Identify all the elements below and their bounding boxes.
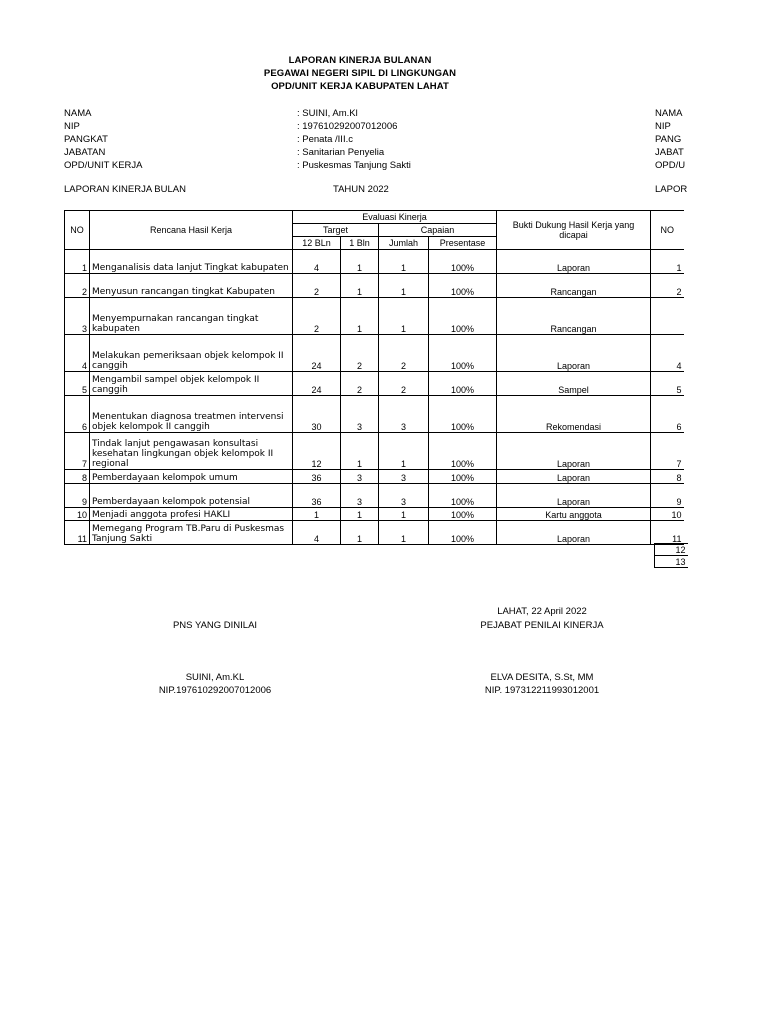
table-row — [65, 396, 684, 433]
row-task: Pemberdayaan kelompok umum — [90, 470, 293, 484]
row-bukti: Laporan — [497, 484, 651, 508]
row-jumlah: 2 — [379, 335, 429, 372]
row-jumlah: 1 — [379, 298, 429, 335]
clip-label: NIP — [655, 121, 671, 132]
row-jumlah: 3 — [379, 396, 429, 433]
value-pangkat: : Penata /III.c — [297, 134, 353, 145]
row-presentase: 100% — [429, 508, 497, 521]
row-target-12: 36 — [293, 470, 341, 484]
right-clip-labels — [655, 106, 688, 176]
clip-period-label: LAPOR — [655, 184, 688, 195]
row-jumlah: 2 — [379, 372, 429, 396]
row-no: 9 — [65, 484, 90, 508]
row-task: Menyusun rancangan tingkat Kabupaten — [90, 274, 293, 298]
row-target-1: 1 — [341, 250, 379, 274]
header-target: Target — [293, 224, 379, 237]
clip-label: JABAT — [655, 147, 684, 158]
table-row — [65, 484, 684, 508]
row-target-12: 24 — [293, 372, 341, 396]
label-jabatan: JABATAN — [64, 147, 106, 158]
row-no: 10 — [65, 508, 90, 521]
row-target-12: 1 — [293, 508, 341, 521]
table-row — [65, 298, 684, 335]
table-row — [65, 508, 684, 521]
row-bukti: Laporan — [497, 433, 651, 470]
value-jabatan: : Sanitarian Penyelia — [297, 147, 385, 158]
table-row — [65, 274, 684, 298]
row-no-right: 7 — [651, 433, 684, 470]
header-rencana: Rencana Hasil Kerja — [90, 211, 293, 250]
row-target-1: 1 — [341, 274, 379, 298]
row-target-1: 3 — [341, 396, 379, 433]
header-capaian: Capaian — [379, 224, 497, 237]
label-nama: NAMA — [64, 108, 92, 119]
row-no-right: 4 — [651, 335, 684, 372]
row-bukti: Rancangan — [497, 274, 651, 298]
row-bukti: Sampel — [497, 372, 651, 396]
label-nip: NIP — [64, 121, 80, 132]
row-target-1: 1 — [341, 508, 379, 521]
signer-right-name: ELVA DESITA, S.St, MM — [490, 672, 594, 683]
row-jumlah: 3 — [379, 470, 429, 484]
extra-no-cell: 12 — [655, 544, 688, 556]
row-no: 6 — [65, 396, 90, 433]
label-opd: OPD/UNIT KERJA — [64, 160, 143, 171]
row-target-12: 30 — [293, 396, 341, 433]
row-no-right: 1 — [651, 250, 684, 274]
row-bukti: Rancangan — [497, 298, 651, 335]
header-evaluasi: Evaluasi Kinerja — [293, 211, 497, 224]
row-no-right: 9 — [651, 484, 684, 508]
header-bukti: Bukti Dukung Hasil Kerja yang dicapai — [497, 211, 651, 250]
row-target-1: 2 — [341, 335, 379, 372]
header-no: NO — [65, 211, 90, 250]
report-title: LAPORAN KINERJA BULANAN — [288, 55, 432, 66]
row-task: Tindak lanjut pengawasan konsultasi kesehatan lingkungan objek kelompok II regional — [90, 433, 293, 470]
row-target-1: 2 — [341, 372, 379, 396]
row-target-12: 12 — [293, 433, 341, 470]
clip-label: NAMA — [655, 108, 683, 119]
extra-no-cell: 13 — [655, 556, 688, 568]
row-presentase: 100% — [429, 470, 497, 484]
row-bukti: Laporan — [497, 250, 651, 274]
row-jumlah: 1 — [379, 521, 429, 545]
report-unit: OPD/UNIT KERJA KABUPATEN LAHAT — [271, 81, 449, 92]
row-target-1: 3 — [341, 484, 379, 508]
table-row — [65, 521, 684, 545]
signer-left-title: PNS YANG DINILAI — [172, 620, 258, 631]
row-no: 3 — [65, 298, 90, 335]
row-jumlah: 3 — [379, 484, 429, 508]
table-row — [65, 433, 684, 470]
row-no-right: 8 — [651, 470, 684, 484]
value-opd: : Puskesmas Tanjung Sakti — [297, 160, 411, 171]
signer-right-title: PEJABAT PENILAI KINERJA — [480, 620, 604, 631]
row-jumlah: 1 — [379, 433, 429, 470]
row-task: Menentukan diagnosa treatmen intervensi objek kelompok II canggih — [90, 396, 293, 433]
period-label: LAPORAN KINERJA BULAN — [64, 184, 186, 195]
row-target-1: 1 — [341, 298, 379, 335]
value-nip: : 197610292007012006 — [297, 121, 398, 132]
right-clip-period — [655, 182, 688, 196]
row-bukti: Laporan — [497, 470, 651, 484]
header-no-right: NO — [651, 211, 684, 250]
row-target-12: 36 — [293, 484, 341, 508]
row-task: Pemberdayaan kelompok potensial — [90, 484, 293, 508]
row-no: 2 — [65, 274, 90, 298]
period-year: TAHUN 2022 — [333, 184, 389, 195]
row-target-12: 4 — [293, 521, 341, 545]
row-no: 7 — [65, 433, 90, 470]
row-no: 11 — [65, 521, 90, 545]
table-row — [65, 372, 684, 396]
row-task: Melakukan pemeriksaan objek kelompok II canggih — [90, 335, 293, 372]
signer-right-nip: NIP. 197312211993012001 — [484, 685, 600, 696]
row-bukti: Rekomendasi — [497, 396, 651, 433]
row-no: 1 — [65, 250, 90, 274]
row-task: Menganalisis data lanjut Tingkat kabupaten — [90, 250, 293, 274]
row-jumlah: 1 — [379, 250, 429, 274]
row-presentase: 100% — [429, 298, 497, 335]
clip-label: OPD/U — [655, 160, 686, 171]
row-no: 8 — [65, 470, 90, 484]
row-presentase: 100% — [429, 372, 497, 396]
clip-label: PANG — [655, 134, 682, 145]
place-date: LAHAT, 22 April 2022 — [497, 606, 587, 617]
row-no: 5 — [65, 372, 90, 396]
row-bukti: Laporan — [497, 521, 651, 545]
row-target-1: 1 — [341, 521, 379, 545]
row-target-12: 24 — [293, 335, 341, 372]
row-bukti: Laporan — [497, 335, 651, 372]
row-no-right: 5 — [651, 372, 684, 396]
value-nama: : SUINI, Am.Kl — [297, 108, 358, 119]
row-target-1: 1 — [341, 433, 379, 470]
row-presentase: 100% — [429, 396, 497, 433]
row-target-12: 2 — [293, 274, 341, 298]
row-target-12: 4 — [293, 250, 341, 274]
row-jumlah: 1 — [379, 508, 429, 521]
row-presentase: 100% — [429, 521, 497, 545]
row-target-1: 3 — [341, 470, 379, 484]
table-row — [65, 470, 684, 484]
row-presentase: 100% — [429, 433, 497, 470]
header-1bln: 1 Bln — [341, 237, 379, 250]
row-presentase: 100% — [429, 250, 497, 274]
label-pangkat: PANGKAT — [64, 134, 108, 145]
row-no-right: 6 — [651, 396, 684, 433]
extra-numbers — [654, 543, 688, 568]
row-no-right — [651, 298, 684, 335]
row-presentase: 100% — [429, 484, 497, 508]
row-jumlah: 1 — [379, 274, 429, 298]
row-no: 4 — [65, 335, 90, 372]
row-no-right: 2 — [651, 274, 684, 298]
row-task: Mengambil sampel objek kelompok II canggih — [90, 372, 293, 396]
row-target-12: 2 — [293, 298, 341, 335]
header-12bln: 12 BLn — [293, 237, 341, 250]
row-task: Memegang Program TB.Paru di Puskesmas Tanjung Sakti — [90, 521, 293, 545]
row-presentase: 100% — [429, 335, 497, 372]
row-task: Menjadi anggota profesi HAKLI — [90, 508, 293, 521]
row-presentase: 100% — [429, 274, 497, 298]
row-bukti: Kartu anggota — [497, 508, 651, 521]
signer-left-nip: NIP.197610292007012006 — [158, 685, 272, 696]
header-presentase: Presentase — [429, 237, 497, 250]
row-no-right: 10 — [651, 508, 684, 521]
performance-table — [64, 210, 684, 545]
report-subtitle: PEGAWAI NEGERI SIPIL DI LINGKUNGAN — [263, 68, 457, 79]
row-no-right: 11 — [651, 521, 684, 545]
row-task: Menyempurnakan rancangan tingkat kabupaten — [90, 298, 293, 335]
table-row — [65, 335, 684, 372]
signer-left-name: SUINI, Am.KL — [185, 672, 245, 683]
header-jumlah: Jumlah — [379, 237, 429, 250]
table-row — [65, 250, 684, 274]
